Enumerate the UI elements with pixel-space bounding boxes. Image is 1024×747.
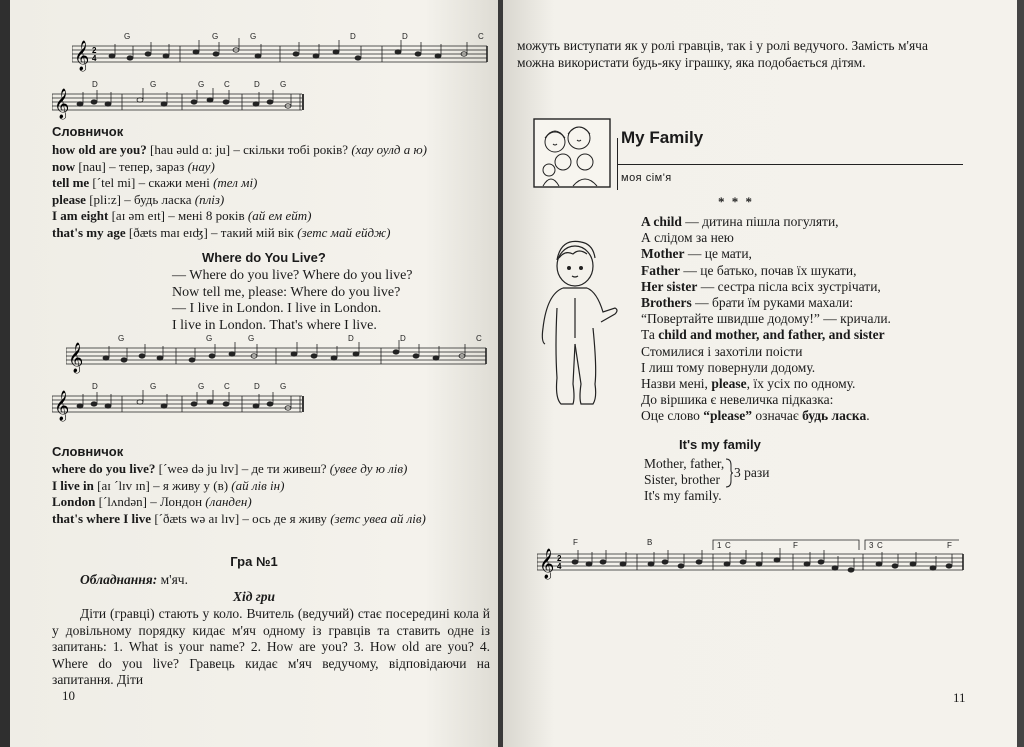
svg-text:2: 2: [557, 554, 562, 563]
chord-label: D: [400, 334, 406, 343]
chord-label: G: [124, 32, 131, 41]
vocab-entry: that's where I live [´ðæts wǝ aɪ lɪv] – ось де я живу (зетс увеа ай лів): [52, 510, 426, 526]
svg-text:𝄞: 𝄞: [54, 391, 70, 421]
repeat-bracket: [725, 458, 733, 488]
chord-label: C: [877, 541, 883, 550]
song-title: Where do You Live?: [202, 250, 326, 265]
vocab-entry: I live in [aɪ ´lɪv ɪn] – я живу у (в) (ай лів ін): [52, 477, 285, 493]
chord-label: G: [198, 80, 205, 89]
poem-line: [641, 230, 891, 246]
poem-run: Оце слово: [641, 408, 704, 424]
page-number: 10: [62, 688, 75, 703]
section-title: My Family: [621, 128, 704, 147]
song-line: Mother, father,: [644, 456, 725, 471]
poem-run: А слідом за нею: [641, 230, 734, 246]
song-line: I live in London. That's where I live.: [172, 317, 377, 333]
vocab-list-2: [52, 461, 426, 527]
music-staff-1: [72, 32, 492, 72]
poem-run: До віршика є невеличка підказка:: [641, 392, 834, 408]
song-line: It's my family.: [644, 488, 722, 503]
poem-run: Стомилися і захотіли поісти: [641, 343, 803, 359]
continuation-line: можна використати будь-яку іграшку, яка подобається дітям.: [517, 55, 866, 70]
svg-text:4: 4: [92, 54, 97, 63]
chord-label: G: [280, 382, 287, 391]
svg-text:𝄞: 𝄞: [68, 343, 84, 373]
music-staff-3: [66, 334, 492, 374]
chord-label: G: [150, 80, 157, 89]
chord-label: G: [198, 382, 205, 391]
poem-run: — дитина пішла погуляти,: [681, 214, 839, 229]
vocab-list-1: [52, 142, 427, 241]
poem-run: Та: [641, 327, 659, 343]
song-line: — Where do you live? Where do you live?: [172, 268, 413, 283]
chord-label: D: [254, 382, 260, 391]
continuation-line: можуть виступати як у ролі гравців, так і у ролі ведучого. Замість м'яча: [517, 38, 928, 53]
chord-label: G: [212, 32, 219, 41]
vocab-entry: I am eight [aɪ ǝm eɪt] – мені 8 років (ай ем ейт): [52, 208, 312, 223]
poem-run: — брати їм руками махали:: [691, 295, 854, 311]
svg-text:𝄞: 𝄞: [74, 41, 90, 71]
left-page: [10, 0, 498, 747]
game-title: Гра №1: [230, 554, 278, 569]
poem-run: — це батько, почав їх шукати,: [679, 262, 857, 278]
svg-text:4: 4: [557, 562, 562, 571]
poem-run: Brothers: [641, 295, 692, 311]
section-subtitle: моя сім'я: [621, 172, 672, 184]
song-title-family: It's my family: [679, 437, 761, 452]
repeat-note: 3 рази: [734, 465, 770, 480]
volta-label: 3: [869, 541, 874, 550]
poem-run: , їх усіх по одному.: [746, 376, 856, 392]
child-illustration: [537, 238, 621, 418]
chord-label: B: [647, 538, 653, 547]
poem-line: [641, 214, 891, 230]
poem-run: — це мати,: [684, 246, 752, 262]
music-staff-family: [537, 532, 967, 584]
chord-label: D: [254, 80, 260, 89]
chord-label: G: [150, 382, 157, 391]
right-page: [503, 0, 1017, 747]
vocab-title-2: Словничок: [52, 444, 124, 459]
poem-line: [641, 376, 891, 392]
game-equipment: Обладнання: м'яч.: [80, 572, 188, 587]
chord-label: C: [224, 80, 230, 89]
vocab-entry: tell me [´tel mi] – скажи мені (тел мі): [52, 175, 258, 190]
poem-run: означає: [751, 408, 803, 424]
stars-divider: * * *: [718, 194, 754, 209]
song-line: — I live in London. I live in London.: [172, 301, 382, 316]
vocab-entry: that's my age [ðæts maɪ eɪʤ] – такий мій вік (зетс май ейдж): [52, 224, 391, 240]
chord-label: C: [476, 334, 482, 343]
vocab-entry: please [pli:z] – будь ласка (пліз): [52, 191, 225, 207]
poem-line: [641, 311, 891, 327]
chord-label: F: [573, 538, 578, 547]
chord-label: F: [947, 541, 952, 550]
poem-run: Mother: [641, 246, 685, 262]
chord-label: C: [725, 541, 731, 550]
title-rule-vertical: [617, 138, 618, 190]
chord-label: D: [92, 382, 98, 391]
poem-line: [641, 295, 891, 311]
poem-line: [641, 263, 891, 279]
poem-run: child and mother, and father, and sister: [658, 327, 885, 343]
chord-label: G: [280, 80, 287, 89]
chord-label: G: [248, 334, 255, 343]
chord-label: C: [478, 32, 484, 41]
family-portrait-illustration: [533, 118, 611, 188]
chord-label: D: [402, 32, 408, 41]
music-staff-2: [52, 80, 312, 120]
poem-line: [641, 408, 891, 424]
vocab-entry: where do you live? [´weǝ dǝ ju lɪv] – де ти живеш? (увее ду ю лів): [52, 461, 408, 476]
chord-label: G: [118, 334, 125, 343]
poem-run: “please”: [703, 408, 752, 424]
poem-line: [641, 246, 891, 262]
poem-run: A child: [641, 214, 682, 229]
chord-label: F: [793, 541, 798, 550]
svg-text:𝄞: 𝄞: [54, 89, 70, 119]
chord-label: D: [92, 80, 98, 89]
vocab-entry: how old are you? [hau ǝuld ɑ: ju] – скільки тобі років? (хау оулд а ю): [52, 142, 427, 157]
page-number: 11: [953, 690, 966, 705]
poem-line: [641, 327, 891, 343]
poem-line: [641, 279, 891, 295]
chord-label: G: [206, 334, 213, 343]
vocab-entry: London [´lʌndǝn] – Лондон (ланден): [52, 494, 252, 509]
vocab-title-1: Словничок: [52, 124, 124, 139]
song-line: Sister, brother: [644, 472, 720, 487]
chord-label: C: [224, 382, 230, 391]
poem-run: Father: [641, 262, 680, 278]
poem-run: .: [866, 408, 870, 424]
poem-run: — сестра післа всіх зустрічати,: [697, 278, 881, 294]
svg-text:𝄞: 𝄞: [539, 549, 555, 579]
svg-text:2: 2: [92, 46, 97, 55]
chord-label: D: [350, 32, 356, 41]
title-rule: [617, 164, 963, 165]
poem-run: Her sister: [641, 278, 698, 294]
poem: [641, 214, 891, 425]
chord-label: G: [250, 32, 257, 41]
song-lyrics: [172, 268, 413, 334]
poem-line: [641, 360, 891, 376]
vocab-entry: now [nau] – тепер, зараз (нау): [52, 158, 215, 174]
poem-run: будь ласка: [802, 408, 867, 424]
volta-label: 1: [717, 541, 722, 550]
poem-run: Назви мені,: [641, 376, 712, 392]
poem-run: please: [711, 376, 747, 392]
music-staff-4: [52, 382, 312, 422]
poem-run: І лиш тому повернули додому.: [641, 359, 816, 375]
poem-run: “Повертайте швидше додому!” — кричали.: [641, 311, 891, 327]
poem-line: [641, 392, 891, 408]
chord-label: D: [348, 334, 354, 343]
poem-line: [641, 344, 891, 360]
song-line: Now tell me, please: Where do you live?: [172, 284, 401, 300]
game-course-title: Хід гри: [232, 589, 276, 604]
game-description: Діти (гравці) стають у коло. Вчитель (ведучий) стає посередині кола й у довільному порядку кидає м'яч одному із гравців та ставить одне із запитань: 1. What is your name? 2. How are you? 3. How old are you? 4. Where do you live? Гравець кидає м'яч ведучому, відповідаючи на запитання. Діти: [52, 606, 490, 687]
